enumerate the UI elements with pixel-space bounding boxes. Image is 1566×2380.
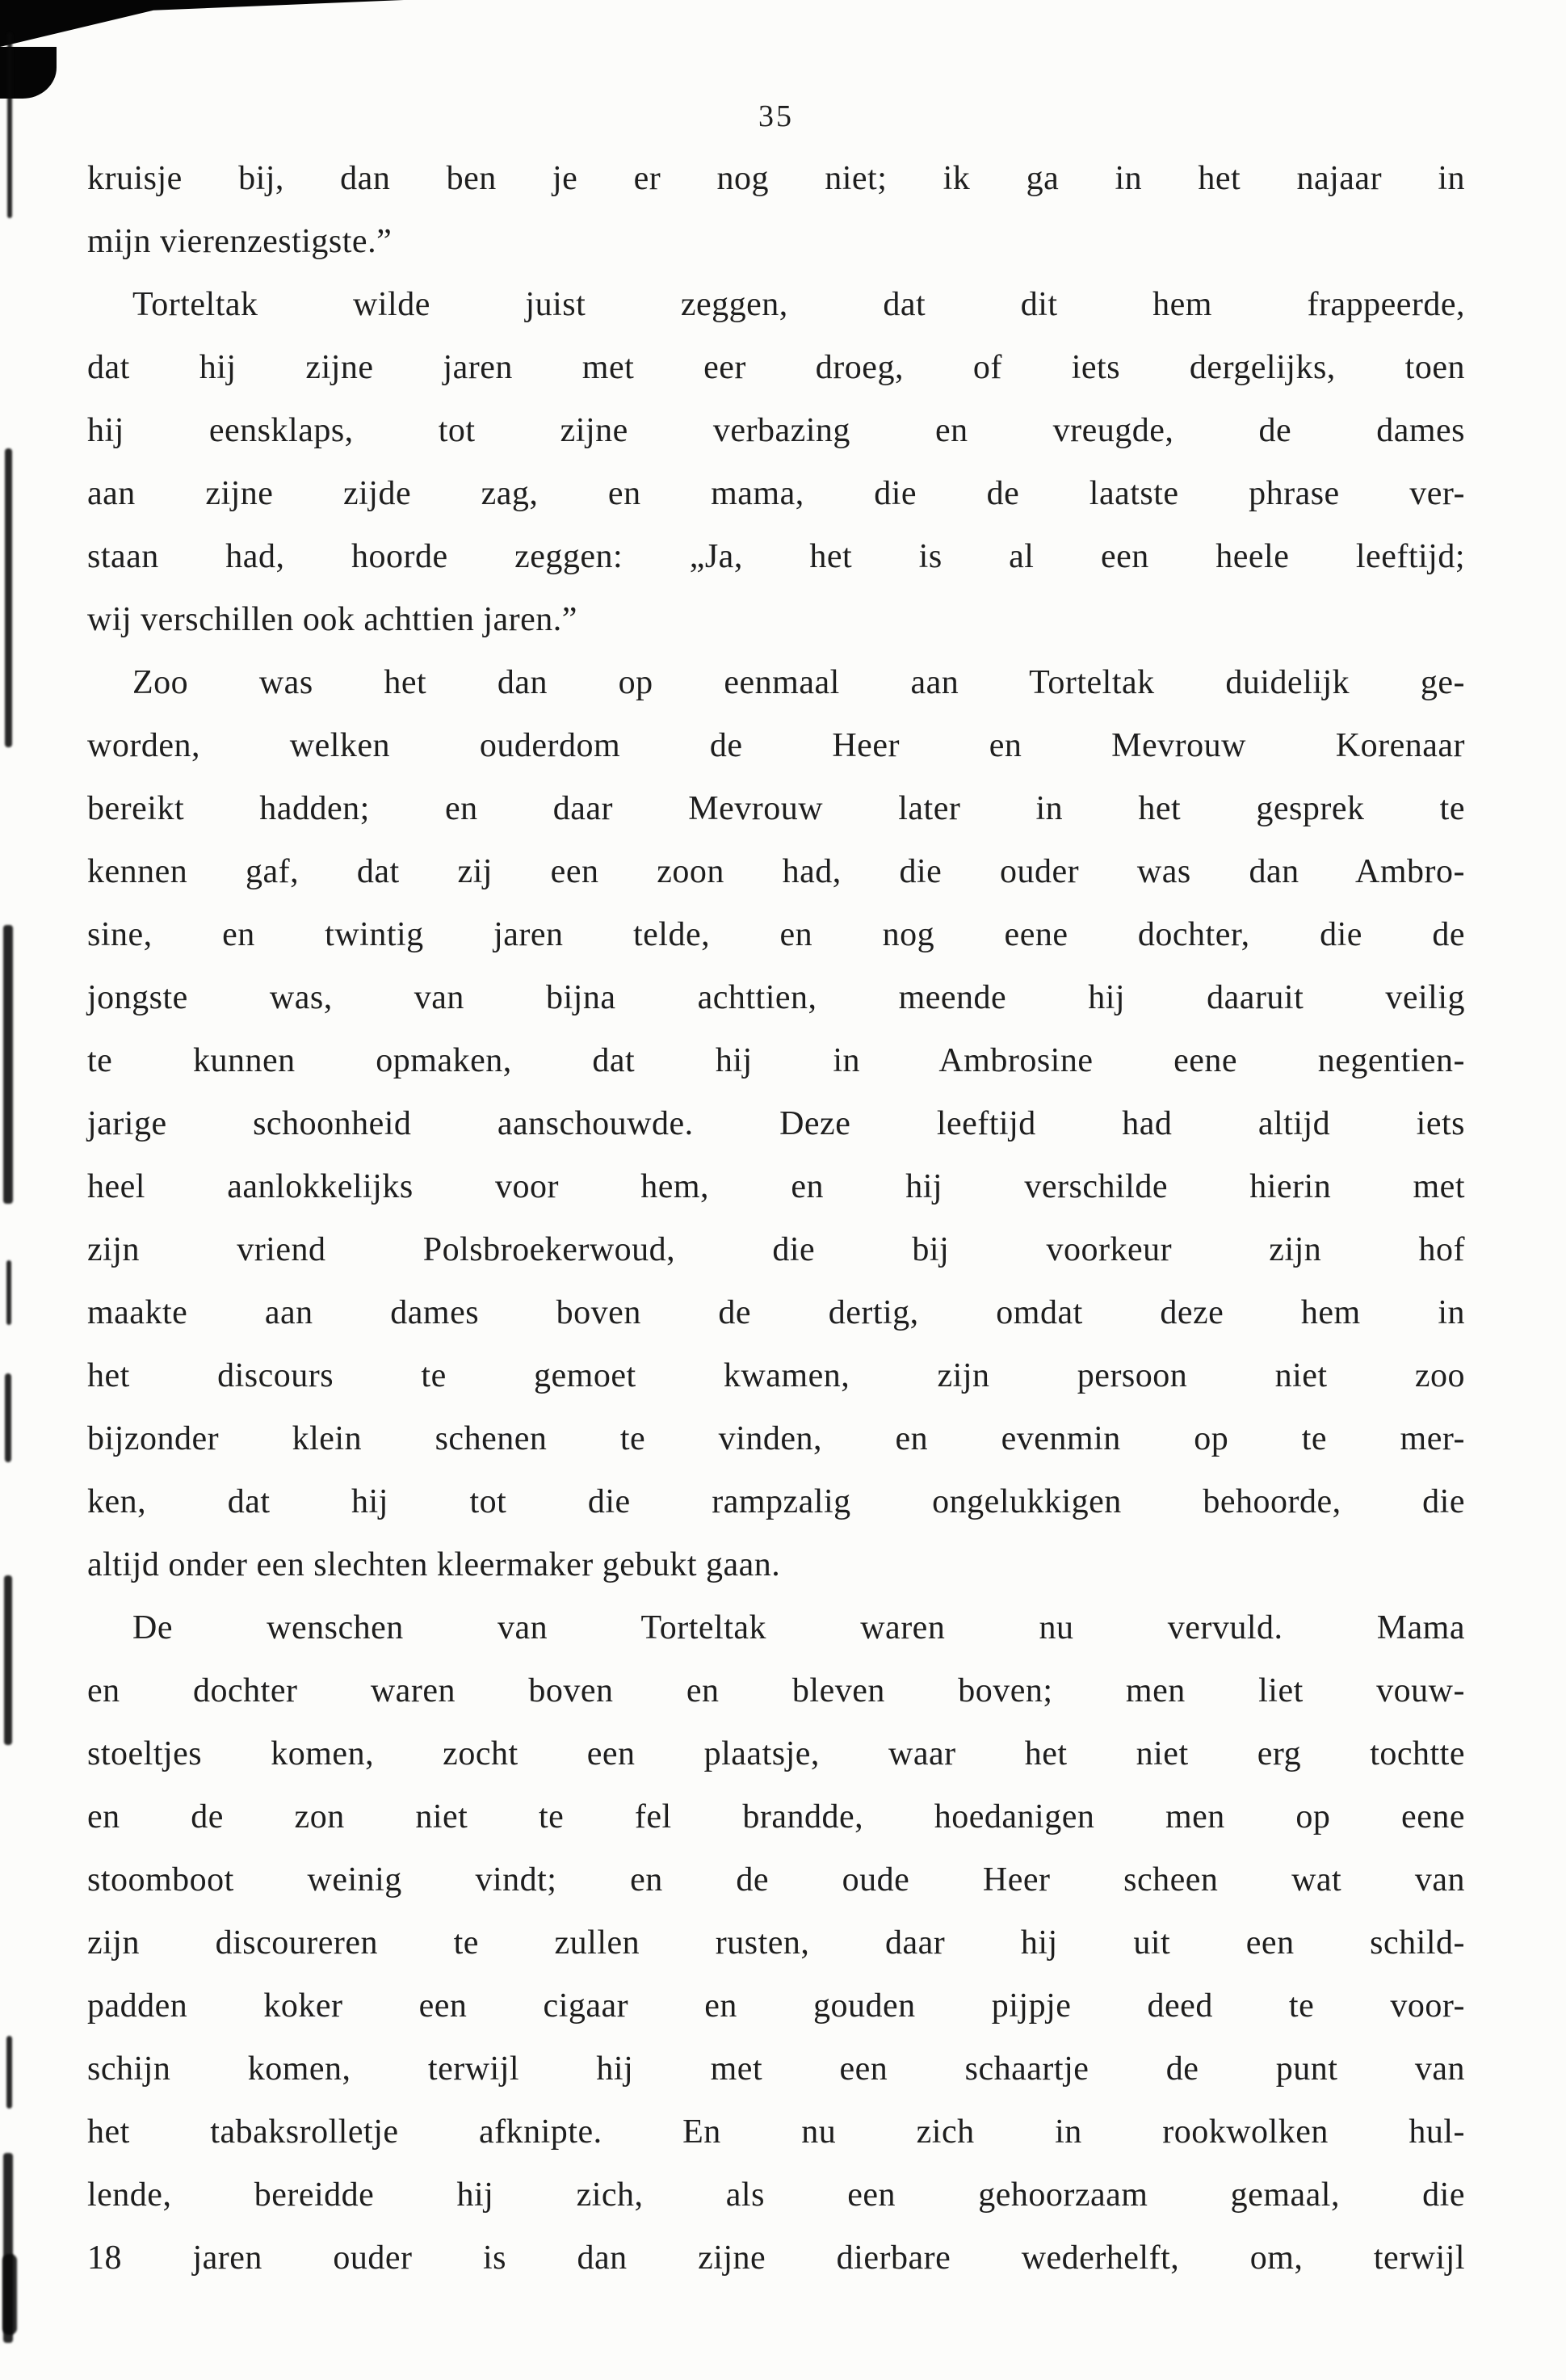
binding-mark (3, 925, 13, 1204)
scan-artifacts (0, 0, 1566, 99)
text-line: jarige schoonheid aanschouwde. Deze leeftijd had altijd iets (87, 1105, 1465, 1142)
text-line: kennen gaf, dat zij een zoon had, die ouder was dan Ambro- (87, 853, 1465, 890)
binding-mark (6, 2036, 12, 2109)
page-text (87, 147, 1465, 2290)
text-line: bijzonder klein schenen te vinden, en evenmin op te mer- (87, 1420, 1465, 1457)
page-corner-scan-artifact (0, 0, 404, 47)
text-line: heel aanlokkelijks voor hem, en hij verschilde hierin met (87, 1168, 1465, 1205)
page-number: 35 (758, 99, 794, 133)
paragraph (87, 273, 1465, 651)
text-line: lende, bereidde hij zich, als een gehoorzaam gemaal, die (87, 2176, 1465, 2214)
text-line: dat hij zijne jaren met eer droeg, of iets dergelijks, toen (87, 349, 1465, 386)
text-line: kruisje bij, dan ben je er nog niet; ik ga in het najaar in (87, 160, 1465, 197)
binding-mark (4, 1575, 12, 1745)
text-line: het discours te gemoet kwamen, zijn persoon niet zoo (87, 1357, 1465, 1394)
text-line: aan zijne zijde zag, en mama, die de laatste phrase ver- (87, 475, 1465, 512)
binding-mark (5, 1373, 11, 1462)
text-line: en de zon niet te fel brandde, hoedanigen men op eene (87, 1798, 1465, 1835)
text-line: bereikt hadden; en daar Mevrouw later in het gesprek te (87, 790, 1465, 827)
text-line: ken, dat hij tot die rampzalig ongelukkigen behoorde, die (87, 1483, 1465, 1520)
text-line: hij eensklaps, tot zijne verbazing en vreugde, de dames (87, 412, 1465, 449)
binding-mark (5, 448, 12, 747)
text-line: sine, en twintig jaren telde, en nog eene dochter, die de (87, 916, 1465, 953)
text-line: het tabaksrolletje afknipte. En nu zich in rookwolken hul- (87, 2113, 1465, 2151)
text-line: wij verschillen ook achttien jaren.” (87, 601, 577, 638)
binding-mark (2, 2254, 17, 2335)
paragraph (87, 147, 1465, 273)
text-line: maakte aan dames boven de dertig, omdat deze hem in (87, 1294, 1465, 1331)
text-line: worden, welken ouderdom de Heer en Mevrouw Korenaar (87, 727, 1465, 764)
text-line: padden koker een cigaar en gouden pijpje deed te voor- (87, 1987, 1465, 2025)
text-line: De wenschen van Torteltak waren nu vervuld. Mama (132, 1609, 1465, 1646)
text-line: 18 jaren ouder is dan zijne dierbare wederhelft, om, terwijl (87, 2239, 1465, 2277)
text-line: te kunnen opmaken, dat hij in Ambrosine eene negentien- (87, 1042, 1465, 1079)
text-line: en dochter waren boven en bleven boven; men liet vouw- (87, 1672, 1465, 1709)
text-line: staan had, hoorde zeggen: „Ja, het is al een heele leeftijd; (87, 538, 1465, 575)
text-line: zijn vriend Polsbroekerwoud, die bij voorkeur zijn hof (87, 1231, 1465, 1268)
text-line: mijn vierenzestigste.” (87, 223, 393, 260)
text-line: altijd onder een slechten kleermaker gebukt gaan. (87, 1546, 781, 1583)
text-line: Zoo was het dan op eenmaal aan Torteltak duidelijk ge- (132, 664, 1465, 701)
binding-mark (6, 1260, 11, 1325)
text-line: stoeltjes komen, zocht een plaatsje, waar het niet erg tochtte (87, 1735, 1465, 1772)
binding-mark (7, 32, 12, 218)
paragraph (87, 651, 1465, 1596)
text-line: schijn komen, terwijl hij met een schaartje de punt van (87, 2050, 1465, 2088)
paragraph (87, 1596, 1465, 2290)
text-line: zijn discoureren te zullen rusten, daar hij uit een schild- (87, 1924, 1465, 1962)
text-line: Torteltak wilde juist zeggen, dat dit hem frappeerde, (132, 286, 1465, 323)
text-line: jongste was, van bijna achttien, meende hij daaruit veilig (87, 979, 1465, 1016)
text-line: stoomboot weinig vindt; en de oude Heer scheen wat van (87, 1861, 1465, 1899)
